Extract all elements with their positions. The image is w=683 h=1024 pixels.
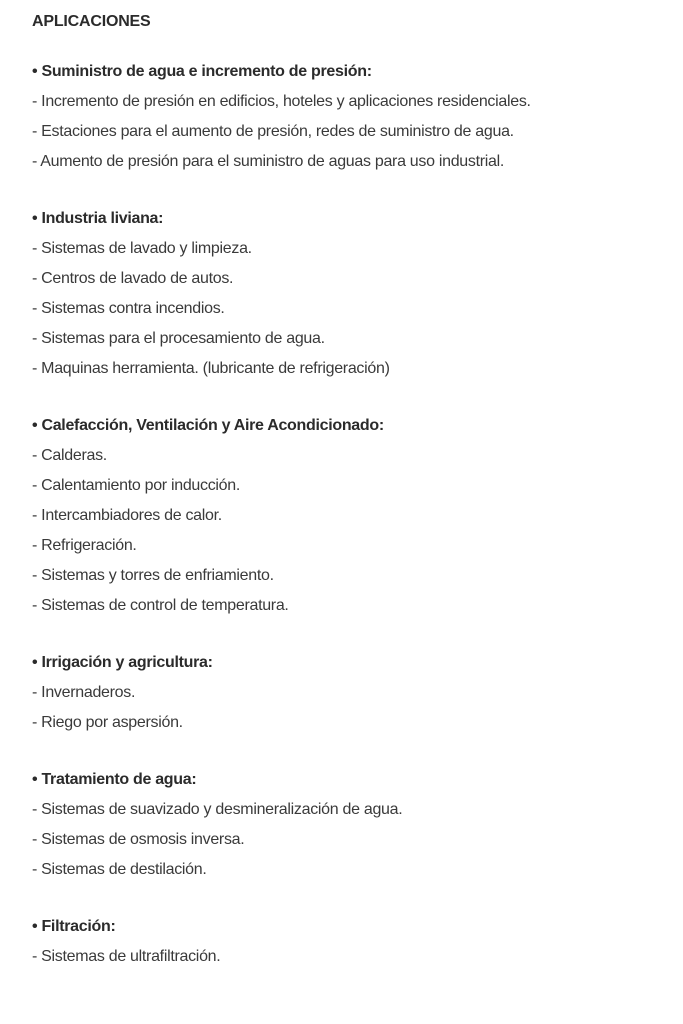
section-heading: • Tratamiento de agua:: [32, 771, 197, 788]
list-item: - Estaciones para el aumento de presión, redes de suministro de agua.: [32, 123, 514, 140]
list-item: - Intercambiadores de calor.: [32, 507, 222, 524]
list-item: - Aumento de presión para el suministro de aguas para uso industrial.: [32, 153, 505, 170]
list-item: - Sistemas de destilación.: [32, 861, 207, 878]
list-item: - Sistemas de osmosis inversa.: [32, 831, 245, 848]
section-hvac: [32, 414, 683, 621]
page-title: APLICACIONES: [32, 13, 151, 30]
list-item: - Sistemas contra incendios.: [32, 300, 225, 317]
list-item: - Riego por aspersión.: [32, 714, 183, 731]
section-heading: • Filtración:: [32, 918, 116, 935]
section-water-treatment: [32, 768, 683, 885]
list-item: - Sistemas de ultrafiltración.: [32, 948, 221, 965]
section-heading: • Industria liviana:: [32, 210, 164, 227]
list-item: - Centros de lavado de autos.: [32, 270, 234, 287]
section-filtration: [32, 915, 683, 972]
list-item: - Sistemas de lavado y limpieza.: [32, 240, 252, 257]
list-item: - Invernaderos.: [32, 684, 136, 701]
section-light-industry: [32, 207, 683, 384]
list-item: - Calentamiento por inducción.: [32, 477, 241, 494]
list-item: - Sistemas para el procesamiento de agua.: [32, 330, 325, 347]
section-irrigation: [32, 651, 683, 738]
list-item: - Incremento de presión en edificios, hoteles y aplicaciones residenciales.: [32, 93, 531, 110]
list-item: - Sistemas de suavizado y desmineralización de agua.: [32, 801, 403, 818]
section-heading: • Suministro de agua e incremento de presión:: [32, 63, 372, 80]
list-item: - Calderas.: [32, 447, 107, 464]
list-item: - Sistemas y torres de enfriamiento.: [32, 567, 274, 584]
section-heading: • Irrigación y agricultura:: [32, 654, 213, 671]
list-item: - Refrigeración.: [32, 537, 137, 554]
section-heading: • Calefacción, Ventilación y Aire Acondicionado:: [32, 417, 384, 434]
section-water-supply: [32, 60, 683, 177]
list-item: - Sistemas de control de temperatura.: [32, 597, 289, 614]
list-item: - Maquinas herramienta. (lubricante de refrigeración): [32, 360, 390, 377]
